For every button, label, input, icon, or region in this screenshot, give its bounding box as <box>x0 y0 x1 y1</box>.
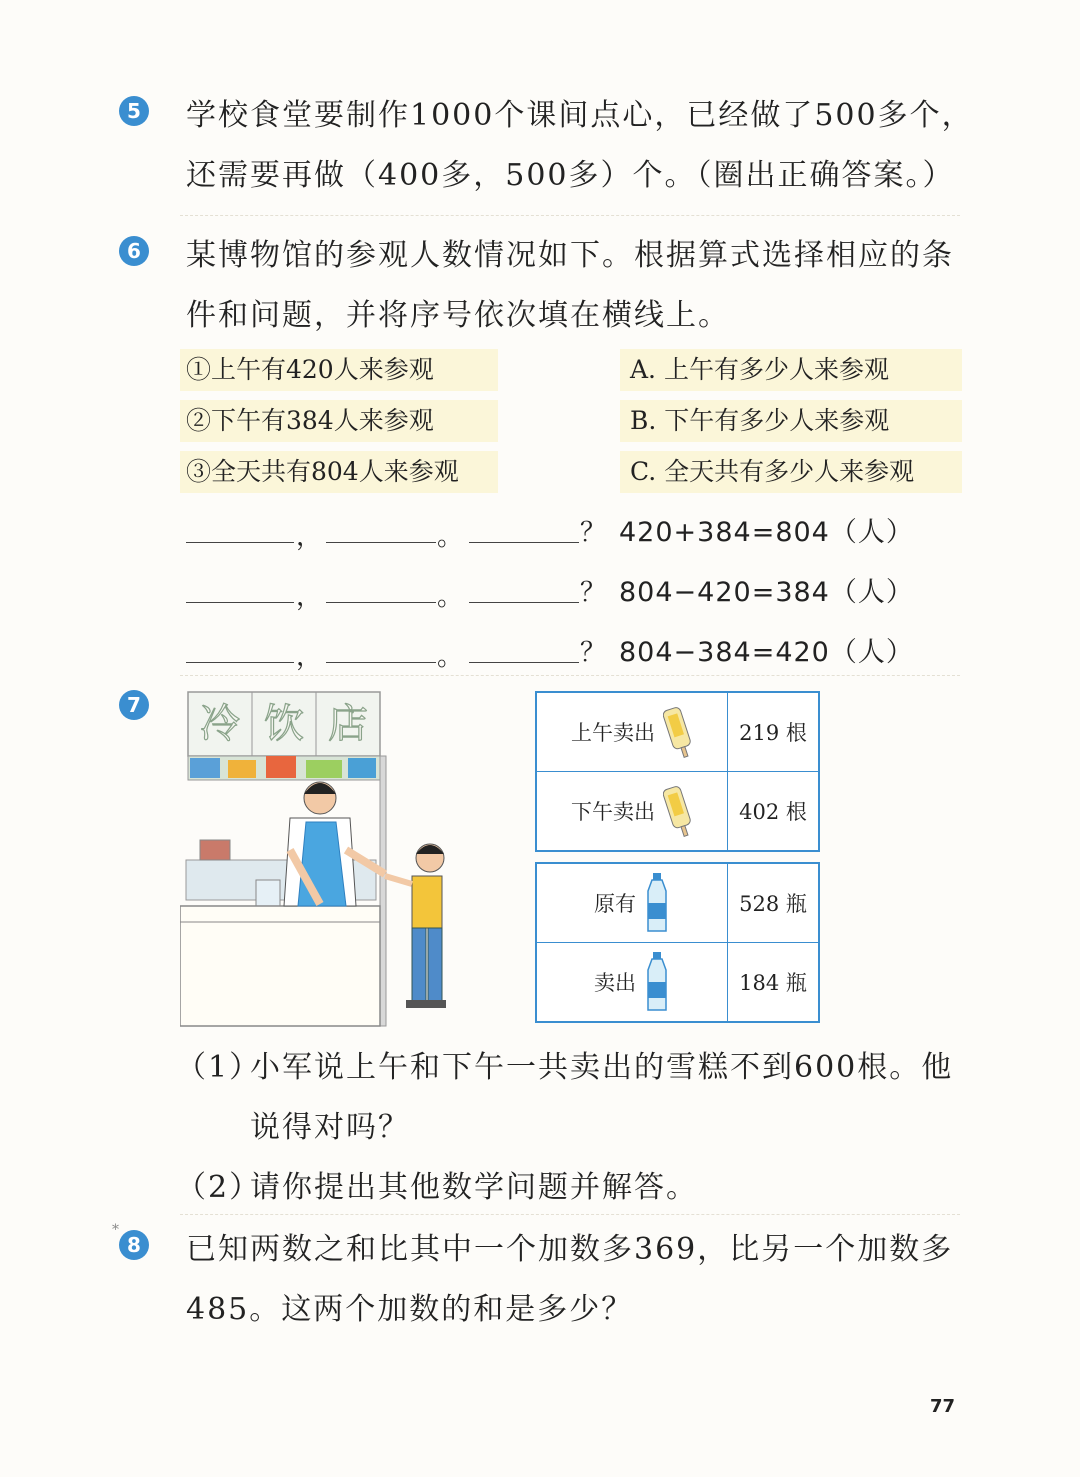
question-mark: ？ <box>580 638 607 668</box>
condition-3: ③全天共有804人来参观 <box>180 451 498 493</box>
divider <box>180 675 960 676</box>
page-number: 77 <box>930 1396 956 1417</box>
comma: ， <box>296 582 323 612</box>
answer-blank[interactable] <box>186 602 294 603</box>
question-7-badge: 7 <box>119 690 149 720</box>
comma: ， <box>296 642 323 672</box>
table-value: 402 根 <box>728 772 820 852</box>
shop-sign <box>188 692 380 756</box>
answer-blank[interactable] <box>326 662 436 663</box>
period: 。 <box>437 642 464 672</box>
table-row <box>536 772 819 852</box>
equation-1: 420+384=804（人） <box>619 517 914 548</box>
equation-2: 804−420=384（人） <box>619 577 914 608</box>
table-row <box>536 943 819 1023</box>
optional-star: * <box>112 1222 119 1238</box>
question-option-b: B. 下午有多少人来参观 <box>620 400 962 442</box>
question-8-line-2: 485。这两个加数的和是多少？ <box>186 1292 634 1327</box>
sub-question-2-label: （2） <box>176 1170 262 1205</box>
condition-1: ①上午有420人来参观 <box>180 349 498 391</box>
answer-blank[interactable] <box>469 542 579 543</box>
popsicle-icon <box>663 704 693 760</box>
question-mark: ？ <box>580 578 607 608</box>
answer-blank[interactable] <box>326 602 436 603</box>
period: 。 <box>437 522 464 552</box>
sub-question-1-label: （1） <box>176 1050 262 1085</box>
table-label: 下午卖出 <box>571 800 655 824</box>
question-option-c: C. 全天共有多少人来参观 <box>620 451 962 493</box>
answer-blank[interactable] <box>326 542 436 543</box>
icecream-sales-table <box>535 691 820 852</box>
answer-blank[interactable] <box>469 602 579 603</box>
table-row <box>536 863 819 943</box>
popsicle-icon <box>663 783 693 839</box>
question-5-badge: 5 <box>119 96 149 126</box>
table-label: 原有 <box>594 892 636 916</box>
answer-blank[interactable] <box>186 662 294 663</box>
water-bottle-icon <box>644 871 670 935</box>
water-bottle-icon <box>644 950 670 1014</box>
question-5-line-1: 学校食堂要制作1000个课间点心，已经做了500多个， <box>186 98 974 133</box>
sub-question-1-line-1: 小军说上午和下午一共卖出的雪糕不到600根。他 <box>250 1050 954 1085</box>
table-value: 219 根 <box>728 692 820 772</box>
question-6-line-1: 某博物馆的参观人数情况如下。根据算式选择相应的条 <box>186 238 954 273</box>
table-row <box>536 692 819 772</box>
question-8-line-1: 已知两数之和比其中一个加数多369，比另一个加数多 <box>186 1232 954 1267</box>
equation-3: 804−384=420（人） <box>619 637 914 668</box>
answer-blank[interactable] <box>186 542 294 543</box>
question-mark: ？ <box>580 518 607 548</box>
shop-sign-char: 冷 <box>200 701 240 747</box>
table-label: 卖出 <box>594 971 636 995</box>
period: 。 <box>437 582 464 612</box>
table-value: 184 瓶 <box>728 943 820 1023</box>
divider <box>180 215 960 216</box>
table-value: 528 瓶 <box>728 863 820 943</box>
question-option-a: A. 上午有多少人来参观 <box>620 349 962 391</box>
divider <box>180 1214 960 1215</box>
question-8-badge: 8 <box>119 1230 149 1260</box>
shop-sign-char: 店 <box>328 701 368 747</box>
sub-question-1-line-2: 说得对吗？ <box>250 1110 410 1145</box>
question-6-badge: 6 <box>119 236 149 266</box>
answer-blank[interactable] <box>469 662 579 663</box>
sub-question-2-text: 请你提出其他数学问题并解答。 <box>250 1170 698 1205</box>
condition-2: ②下午有384人来参观 <box>180 400 498 442</box>
water-sales-table <box>535 862 820 1023</box>
question-6-line-2: 件和问题，并将序号依次填在横线上。 <box>186 298 730 333</box>
comma: ， <box>296 522 323 552</box>
question-5-line-2: 还需要再做（400多，500多）个。（圈出正确答案。） <box>186 158 955 193</box>
table-label: 上午卖出 <box>571 721 655 745</box>
shop-sign-char: 饮 <box>264 701 304 747</box>
